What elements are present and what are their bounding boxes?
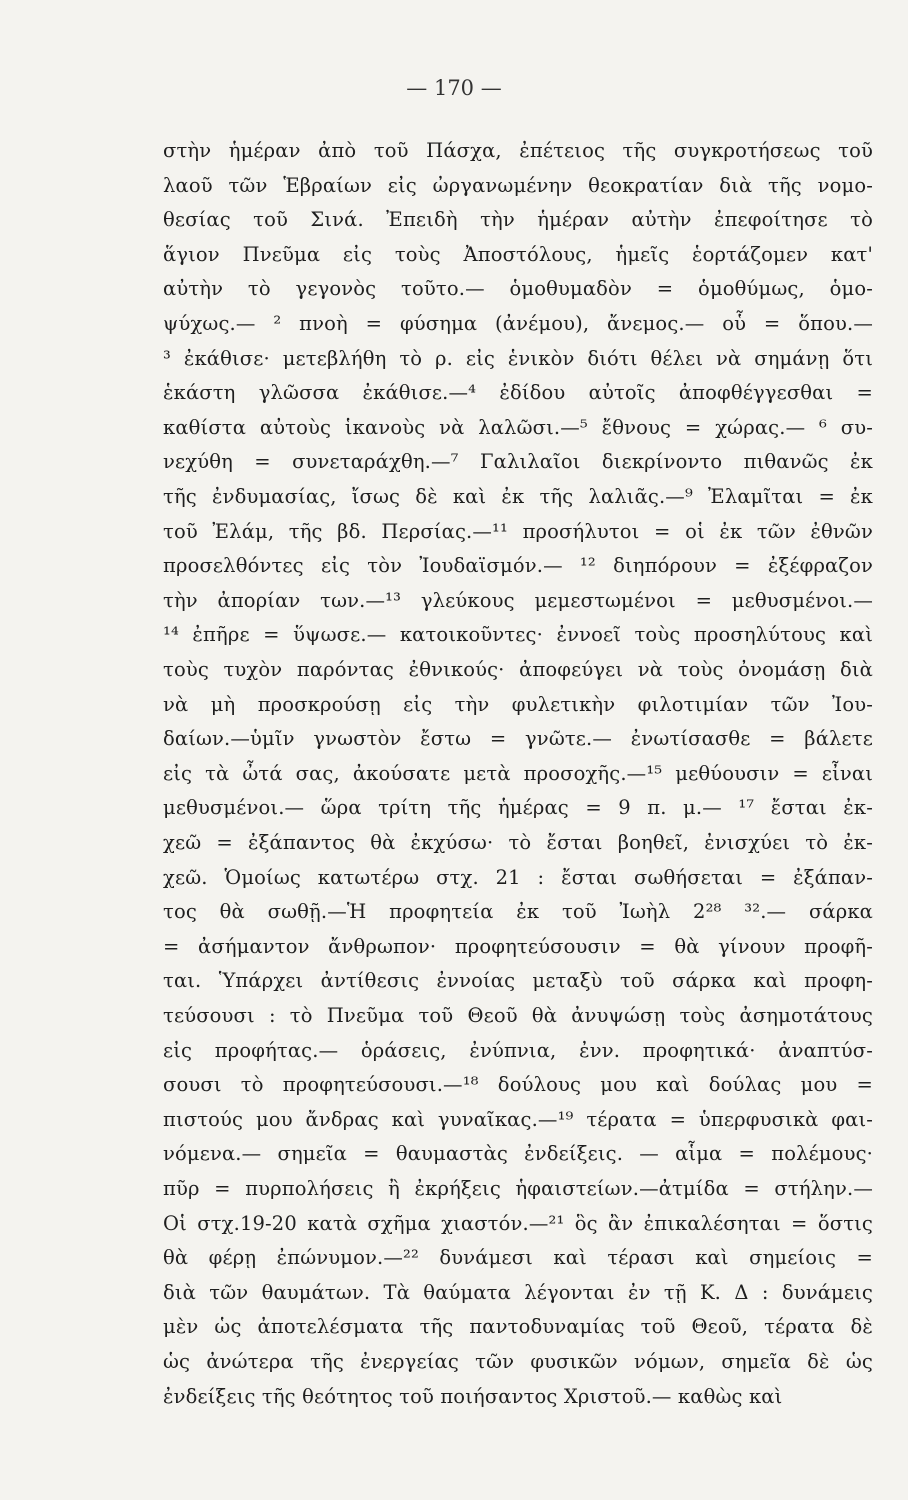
text-line: χεῶ. Ὁμοίως κατωτέρω στχ. 21 : ἔσται σωθήσεται = ἐξάπαν- xyxy=(163,865,873,889)
text-line: στὴν ἡμέραν ἀπὸ τοῦ Πάσχα, ἐπέτειος τῆς συγκροτήσεως τοῦ xyxy=(163,139,873,162)
text-line: = ἀσήμαντον ἄνθρωπον· προφητεύσουσιν = θὰ γίνουν προφῆ- xyxy=(163,934,873,958)
text-line: ³ ἐκάθισε· μετεβλήθη τὸ ρ. εἰς ἑνικὸν διότι θέλει νὰ σημάνῃ ὅτι xyxy=(163,346,873,370)
text-line: πῦρ = πυρπολήσεις ἢ ἐκρήξεις ἡφαιστείων.—ἀτμίδα = στήλην.— xyxy=(163,1177,873,1200)
text-line: νόμενα.— σημεῖα = θαυμαστὰς ἐνδείξεις. — αἷμα = πολέμους· xyxy=(163,1142,873,1166)
text-line: διὰ τῶν θαυμάτων. Τὰ θαύματα λέγονται ἐν τῇ Κ. Δ : δυνάμεις xyxy=(163,1280,873,1304)
text-line: ἑκάστη γλῶσσα ἐκάθισε.—⁴ ἐδίδου αὐτοῖς ἀποφθέγγεσθαι = xyxy=(163,381,873,405)
text-line: Οἱ στχ.19-20 κατὰ σχῆμα χιαστόν.—²¹ ὃς ἂν ἐπικαλέσηται = ὅστις xyxy=(163,1211,873,1235)
text-line: ὡς ἀνώτερα τῆς ἐνεργείας τῶν φυσικῶν νόμων, σημεῖα δὲ ὡς xyxy=(163,1350,873,1373)
text-line: τοῦ Ἐλάμ, τῆς βδ. Περσίας.—¹¹ προσήλυτοι = οἱ ἐκ τῶν ἐθνῶν xyxy=(163,519,873,543)
text-line: αὐτὴν τὸ γεγονὸς τοῦτο.— ὁμοθυμαδὸν = ὁμοθύμως, ὁμο- xyxy=(163,277,873,301)
text-line: ται. Ὑπάρχει ἀντίθεσις ἐννοίας μεταξὺ τοῦ σάρκα καὶ προφη- xyxy=(163,969,873,993)
page-number: — 170 — xyxy=(406,76,502,100)
text-line: νεχύθη = συνεταράχθη.—⁷ Γαλιλαῖοι διεκρίνοντο πιθανῶς ἐκ xyxy=(163,450,873,474)
text-line: νὰ μὴ προσκρούσῃ εἰς τὴν φυλετικὴν φιλοτιμίαν τῶν Ἰου- xyxy=(163,692,873,716)
text-line: καθίστα αὐτοὺς ἱκανοὺς νὰ λαλῶσι.—⁵ ἔθνους = χώρας.— ⁶ συ- xyxy=(163,415,873,439)
text-line: μὲν ὡς ἀποτελέσματα τῆς παντοδυναμίας τοῦ Θεοῦ, τέρατα δὲ xyxy=(163,1315,873,1339)
text-line: μεθυσμένοι.— ὥρα τρίτη τῆς ἡμέρας = 9 π. μ.— ¹⁷ ἔσται ἐκ- xyxy=(163,796,873,820)
text-line: χεῶ = ἐξάπαντος θὰ ἐκχύσω· τὸ ἔσται βοηθεῖ, ἐνισχύει τὸ ἐκ- xyxy=(163,831,873,854)
text-line: εἰς προφήτας.— ὁράσεις, ἐνύπνια, ἐνν. προφητικά· ἀναπτύσ- xyxy=(163,1038,873,1062)
text-line: σουσι τὸ προφητεύσουσι.—¹⁸ δούλους μου καὶ δούλας μου = xyxy=(163,1073,873,1097)
text-line: ἅγιον Πνεῦμα εἰς τοὺς Ἀποστόλους, ἡμεῖς ἑορτάζομεν κατ' xyxy=(163,242,873,266)
text-line: δαίων.—ὑμῖν γνωστὸν ἔστω = γνῶτε.— ἐνωτίσασθε = βάλετε xyxy=(163,727,873,751)
text-line: πιστούς μου ἄνδρας καὶ γυναῖκας.—¹⁹ τέρατα = ὑπερφυσικὰ φαι- xyxy=(163,1107,873,1131)
text-line: προσελθόντες εἰς τὸν Ἰουδαϊσμόν.— ¹² διηπόρουν = ἐξέφραζον xyxy=(163,554,873,578)
text-line: ¹⁴ ἐπῆρε = ὕψωσε.— κατοικοῦντες· ἐννοεῖ τοὺς προσηλύτους καὶ xyxy=(163,623,873,647)
text-line: θὰ φέρῃ ἐπώνυμον.—²² δυνάμεσι καὶ τέρασι καὶ σημείοις = xyxy=(163,1246,873,1270)
text-line: εἰς τὰ ὦτά σας, ἀκούσατε μετὰ προσοχῆς.—¹⁵ μεθύουσιν = εἶναι xyxy=(163,761,873,785)
text-line: ἐνδείξεις τῆς θεότητος τοῦ ποιήσαντος Χριστοῦ.— καθὼς καὶ xyxy=(163,1384,783,1408)
text-line: τὴν ἀπορίαν των.—¹³ γλεύκους μεμεστωμένοι = μεθυσμένοι.— xyxy=(163,588,873,612)
text-line: θεσίας τοῦ Σινά. Ἐπειδὴ τὴν ἡμέραν αὐτὴν ἐπεφοίτησε τὸ xyxy=(163,208,873,232)
text-line: τοὺς τυχὸν παρόντας ἐθνικούς· ἀποφεύγει νὰ τοὺς ὀνομάσῃ διὰ xyxy=(163,658,873,681)
text-line: τῆς ἐνδυμασίας, ἴσως δὲ καὶ ἐκ τῆς λαλιᾶς.—⁹ Ἐλαμῖται = ἐκ xyxy=(163,485,873,508)
text-line: λαοῦ τῶν Ἑβραίων εἰς ὠργανωμένην θεοκρατίαν διὰ τῆς νομο- xyxy=(163,173,873,197)
text-line: ψύχως.— ² πνοὴ = φύσημα (ἀνέμου), ἄνεμος.— οὗ = ὅπου.— xyxy=(163,312,873,335)
text-line: τος θὰ σωθῇ.—Ἡ προφητεία ἐκ τοῦ Ἰωὴλ 2²⁸ ³².— σάρκα xyxy=(163,900,873,924)
text-line: τεύσουσι : τὸ Πνεῦμα τοῦ Θεοῦ θὰ ἀνυψώσῃ τοὺς ἀσημοτάτους xyxy=(163,1004,873,1027)
